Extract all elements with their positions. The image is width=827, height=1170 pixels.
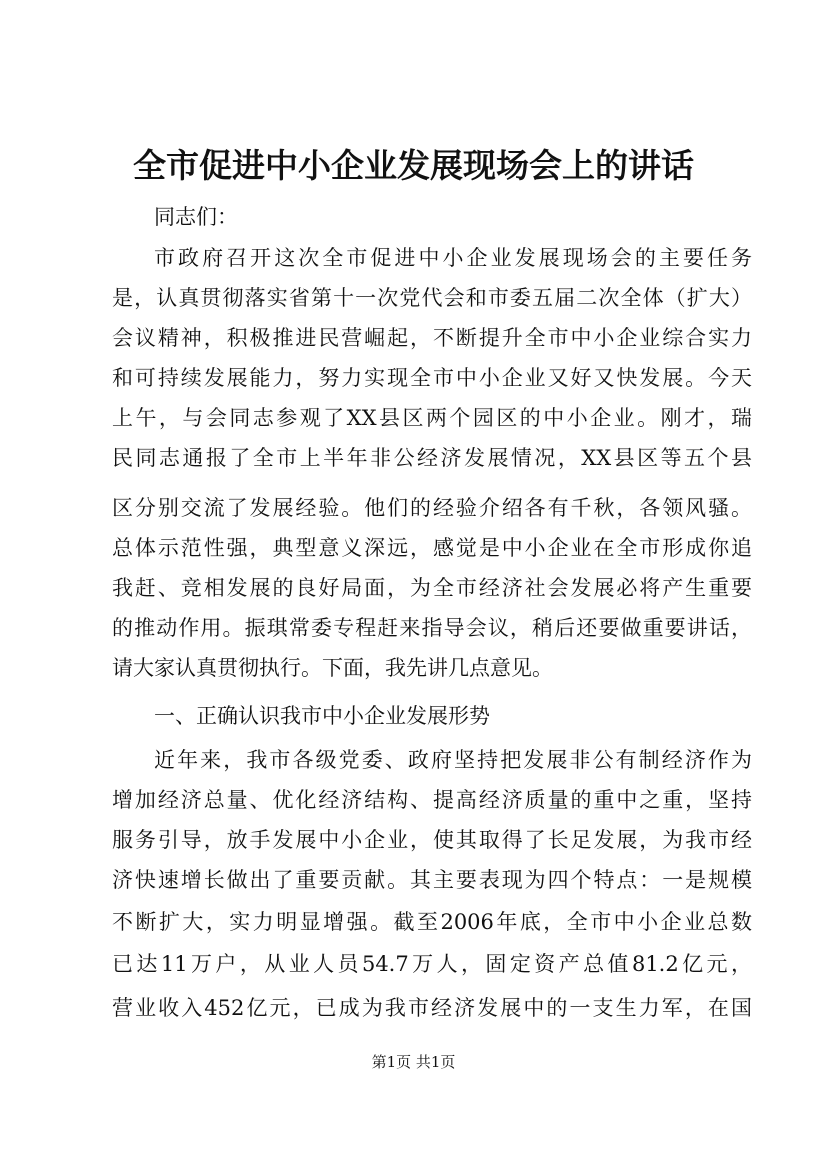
paragraph-line: 服务引导，放手发展中小企业，使其取得了长足发展，为我市经: [112, 828, 752, 852]
paragraph-line: 不断扩大，实力明显增强。截至2006年底，全市中小企业总数: [112, 910, 752, 934]
paragraph-line: 济快速增长做出了重要贡献。其主要表现为四个特点：一是规模: [112, 868, 752, 892]
paragraph-line: 我赶、竞相发展的良好局面，为全市经济社会发展必将产生重要: [112, 576, 752, 600]
paragraph-line: 总体示范性强，典型意义深远，感觉是中小企业在全市形成你追: [112, 536, 752, 560]
section-heading: 一、正确认识我市中小企业发展形势: [154, 704, 490, 728]
page-footer: 第1页 共1页: [371, 1053, 456, 1071]
paragraph-line: 民同志通报了全市上半年非公经济发展情况，XX县区等五个县: [112, 446, 752, 470]
paragraph-line: 是，认真贯彻落实省第十一次党代会和市委五届二次全体（扩大）: [112, 286, 752, 310]
paragraph-line: 和可持续发展能力，努力实现全市中小企业又好又快发展。今天: [112, 366, 752, 390]
paragraph-line: 增加经济总量、优化经济结构、提高经济质量的重中之重，坚持: [112, 788, 752, 812]
paragraph-line: 的推动作用。振琪常委专程赶来指导会议，稍后还要做重要讲话，: [112, 616, 752, 640]
paragraph-line: 营业收入452亿元，已成为我市经济发展中的一支生力军，在国: [112, 996, 752, 1020]
document-title: 全市促进中小企业发展现场会上的讲话: [133, 146, 694, 185]
paragraph-line: 会议精神，积极推进民营崛起，不断提升全市中小企业综合实力: [112, 326, 752, 350]
paragraph-line: 市政府召开这次全市促进中小企业发展现场会的主要任务: [154, 246, 752, 270]
paragraph-line: 上午，与会同志参观了XX县区两个园区的中小企业。刚才，瑞: [112, 406, 752, 430]
paragraph-line: 区分别交流了发展经验。他们的经验介绍各有千秋，各领风骚。: [112, 496, 752, 520]
paragraph-line: 请大家认真贯彻执行。下面，我先讲几点意见。: [112, 656, 553, 680]
salutation: 同志们：: [154, 205, 238, 229]
paragraph-line: 近年来，我市各级党委、政府坚持把发展非公有制经济作为: [154, 748, 752, 772]
paragraph-line: 已达11万户，从业人员54.7万人，固定资产总值81.2亿元，: [112, 952, 752, 976]
